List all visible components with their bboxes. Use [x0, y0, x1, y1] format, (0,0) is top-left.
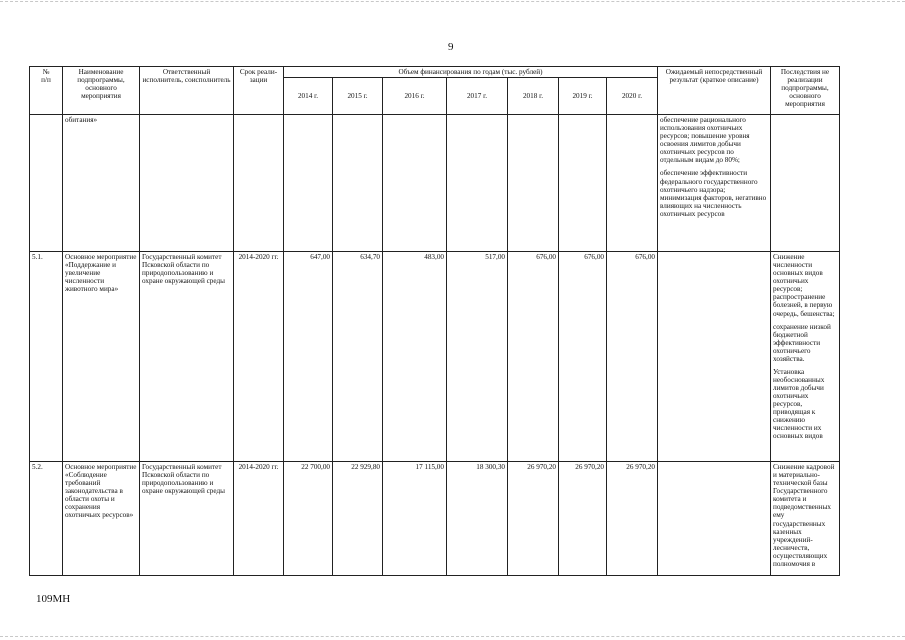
- consequence-paragraph: Установка необоснованных лимитов добычи охотничьих ресурсов, приводящая к снижению численности их основных видов: [773, 367, 825, 441]
- cell-num: [30, 115, 63, 252]
- consequence-paragraph: сохранение низкой бюджетной эффективности охотничьего хозяйства.: [773, 322, 831, 363]
- cell-num: 5.2.: [30, 462, 63, 576]
- table-row: [30, 115, 840, 252]
- col-header-consequences: Последствия не реализации подпрограммы, основного мероприятия: [771, 67, 840, 115]
- cell-value: [447, 115, 508, 252]
- cell-name: обитания»: [63, 115, 140, 252]
- cell-value: 676,00: [559, 252, 607, 462]
- cell-value: [284, 115, 333, 252]
- col-header-year: 2014 г.: [284, 78, 333, 115]
- cell-value: 26 970,20: [508, 462, 559, 576]
- col-header-year: 2015 г.: [333, 78, 383, 115]
- result-paragraph: обеспечение рационального использования охотничьих ресурсов; повышение уровня освоения лимитов добычи охотничьих ресурсов по отдельным видам до 80%;: [660, 116, 750, 165]
- cell-name: Основное мероприятие «Соблюдение требований законодательства в области охоты и сохранения охотничьих ресурсов»: [63, 462, 140, 576]
- cell-value: 676,00: [607, 252, 658, 462]
- cell-result: [658, 115, 771, 252]
- col-header-funding: Объем финансирования по годам (тыс. рублей): [284, 67, 658, 78]
- cell-executor: [140, 115, 234, 252]
- cell-value: 676,00: [508, 252, 559, 462]
- cell-value: 517,00: [447, 252, 508, 462]
- page-number: 9: [448, 41, 454, 53]
- cell-value: [508, 115, 559, 252]
- cell-executor: Государственный комитет Псковской области по природопользованию и охране окружающей среды: [140, 252, 234, 462]
- cell-executor: Государственный комитет Псковской области по природопользованию и охране окружающей среды: [140, 462, 234, 576]
- cell-term: 2014-2020 гг.: [234, 252, 284, 462]
- col-header-year: 2018 г.: [508, 78, 559, 115]
- col-header-year: 2016 г.: [383, 78, 447, 115]
- col-header-name: Наименование подпрограммы, основного мероприятия: [63, 67, 140, 115]
- cell-consequences: [771, 462, 840, 576]
- col-header-year: 2020 г.: [607, 78, 658, 115]
- cell-value: 18 300,30: [447, 462, 508, 576]
- cell-term: 2014-2020 гг.: [234, 462, 284, 576]
- consequence-paragraph: Снижение численности основных видов охотничьих ресурсов; распространение болезней, в первую очередь, бешенства;: [773, 253, 835, 318]
- col-header-year: 2017 г.: [447, 78, 508, 115]
- cell-num: 5.1.: [30, 252, 63, 462]
- cell-consequences: [771, 252, 840, 462]
- table-row: [30, 252, 840, 462]
- cell-value: 634,70: [333, 252, 383, 462]
- col-header-num: № п/п: [30, 67, 63, 115]
- col-header-result: Ожидаемый непосредственный результат (краткое описание): [658, 67, 771, 115]
- cell-value: 17 115,00: [383, 462, 447, 576]
- col-header-year: 2019 г.: [559, 78, 607, 115]
- cell-value: 647,00: [284, 252, 333, 462]
- cell-value: [383, 115, 447, 252]
- consequence-paragraph: Снижение кадровой и материально-технической базы Государственного комитета и подведомственных ему государственных казенных учреждений-лесничеств, осуществляющих полномочия в: [773, 463, 835, 568]
- col-header-term: Срок реали-зации: [234, 67, 284, 115]
- cell-value: 22 929,80: [333, 462, 383, 576]
- cell-result: [658, 252, 771, 462]
- cell-consequences: [771, 115, 840, 252]
- col-header-executor: Ответственный исполнитель, соисполнитель: [140, 67, 234, 115]
- scan-edge-bottom: [0, 636, 905, 637]
- cell-value: 483,00: [383, 252, 447, 462]
- cell-value: 26 970,20: [559, 462, 607, 576]
- cell-value: 26 970,20: [607, 462, 658, 576]
- cell-value: [333, 115, 383, 252]
- table-row: [30, 462, 840, 576]
- cell-value: [559, 115, 607, 252]
- footer-code: 109МН: [36, 593, 71, 605]
- cell-value: [607, 115, 658, 252]
- result-paragraph: обеспечение эффективности федерального государственного охотничьего надзора; минимизация факторов, негативно влияющих на численность охотничьих ресурсов: [660, 169, 767, 218]
- program-budget-table: [29, 66, 840, 576]
- header-row-top: [30, 67, 840, 78]
- cell-result: [658, 462, 771, 576]
- scan-edge-top: [0, 1, 905, 2]
- cell-name: Основное мероприятие «Поддержание и увеличение численности животного мира»: [63, 252, 140, 462]
- cell-value: 22 700,00: [284, 462, 333, 576]
- cell-term: [234, 115, 284, 252]
